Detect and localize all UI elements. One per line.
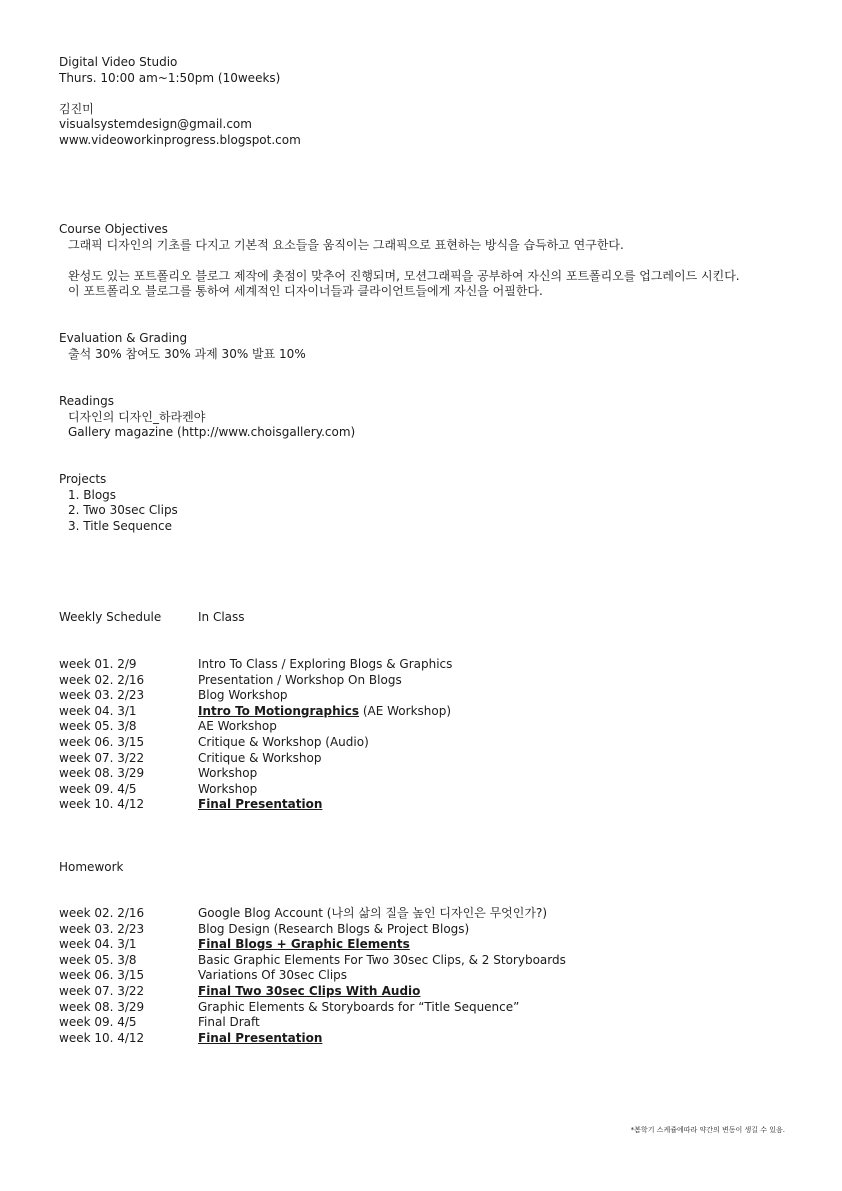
class-topic: Workshop — [198, 781, 258, 796]
homework-task: Basic Graphic Elements For Two 30sec Clips, & 2 Storyboards — [198, 952, 566, 967]
class-topic: Critique & Workshop (Audio) — [198, 734, 369, 749]
homework-task: Final Draft — [198, 1015, 260, 1030]
course-website: www.videoworkinprogress.blogspot.com — [59, 132, 301, 147]
week-label: week 03. 2/23 — [59, 921, 145, 936]
section-heading: Readings — [59, 394, 114, 408]
homework-task-highlight: Final Presentation — [198, 1030, 323, 1045]
class-topic-highlight: Intro To Motiongraphics — [198, 703, 360, 718]
week-label: week 06. 3/15 — [59, 968, 145, 983]
footnote: *봄학기 스케쥴에따라 약간의 변동이 생길 수 있음. — [630, 1126, 785, 1134]
projects-section — [59, 472, 178, 534]
readings-section — [59, 394, 355, 441]
spacer — [59, 86, 301, 102]
instructor-email: visualsystemdesign@gmail.com — [59, 117, 252, 132]
table-row — [59, 782, 759, 798]
table-row — [59, 1031, 759, 1047]
homework-task: Variations Of 30sec Clips — [198, 968, 348, 983]
week-label: week 07. 3/22 — [59, 750, 145, 765]
table-row — [59, 751, 759, 767]
course-objectives-section — [59, 222, 740, 300]
table-row — [59, 688, 759, 704]
class-topic: Blog Workshop — [198, 688, 288, 703]
week-label: week 09. 4/5 — [59, 1015, 137, 1030]
objective-line: 이 포트폴리오 블로그를 통하여 세계적인 디자이너들과 클라이언트들에게 자신을 어필한다. — [68, 284, 543, 299]
week-label: week 10. 4/12 — [59, 1030, 145, 1045]
week-label: week 08. 3/29 — [59, 766, 145, 781]
spacer — [59, 253, 740, 269]
homework-task: Google Blog Account (나의 삶의 질을 높인 디자인은 무엇인가?) — [198, 906, 548, 920]
homework-task-highlight: Final Blogs + Graphic Elements — [198, 937, 410, 952]
table-row — [59, 766, 759, 782]
week-label: week 07. 3/22 — [59, 983, 145, 998]
evaluation-section — [59, 331, 306, 362]
section-heading: Evaluation & Grading — [59, 331, 188, 345]
reading-item: Gallery magazine (http://www.choisgallery.com) — [68, 425, 356, 440]
homework-task: Graphic Elements & Storyboards for “Title Sequence” — [198, 999, 520, 1014]
week-label: week 04. 3/1 — [59, 703, 137, 718]
table-row — [59, 1015, 759, 1031]
section-heading: Projects — [59, 472, 107, 486]
week-label: week 06. 3/15 — [59, 734, 145, 749]
table-row — [59, 657, 759, 673]
class-topic: Workshop — [198, 766, 258, 781]
section-heading: Weekly Schedule — [59, 610, 162, 624]
weekly-schedule-header — [59, 610, 759, 626]
class-time: Thurs. 10:00 am~1:50pm (10weeks) — [59, 70, 281, 85]
grading-breakdown: 출석 30% 참여도 30% 과제 30% 발표 10% — [68, 346, 306, 361]
homework-table — [59, 906, 759, 1046]
week-label: week 09. 4/5 — [59, 781, 137, 796]
table-row — [59, 1000, 759, 1016]
table-row — [59, 937, 759, 953]
week-label: week 04. 3/1 — [59, 937, 137, 952]
table-row — [59, 704, 759, 720]
class-topic: Critique & Workshop — [198, 750, 322, 765]
table-row — [59, 719, 759, 735]
homework-task: Blog Design (Research Blogs & Project Blogs) — [198, 921, 470, 936]
section-heading: Homework — [59, 860, 124, 874]
week-label: week 03. 2/23 — [59, 688, 145, 703]
class-topic-note: (AE Workshop) — [359, 703, 452, 718]
column-label: In Class — [198, 610, 245, 624]
class-topic: Intro To Class / Exploring Blogs & Graphics — [198, 657, 453, 671]
project-item: 3. Title Sequence — [68, 518, 172, 533]
table-row — [59, 953, 759, 969]
table-row — [59, 984, 759, 1000]
project-item: 2. Two 30sec Clips — [68, 503, 178, 518]
table-row — [59, 922, 759, 938]
class-topic-highlight: Final Presentation — [198, 797, 323, 812]
table-row — [59, 797, 759, 813]
reading-item: 디자인의 디자인_하라켄야 — [68, 409, 206, 424]
homework-header — [59, 860, 759, 876]
objective-line: 그래픽 디자인의 기초를 다지고 기본적 요소들을 움직이는 그래픽으로 표현하는 방식을 습득하고 연구한다. — [68, 237, 624, 252]
instructor-name: 김진미 — [59, 101, 94, 116]
class-topic: Presentation / Workshop On Blogs — [198, 672, 402, 687]
course-title: Digital Video Studio — [59, 55, 178, 69]
week-label: week 05. 3/8 — [59, 719, 137, 734]
week-label: week 02. 2/16 — [59, 672, 145, 687]
week-label: week 08. 3/29 — [59, 999, 145, 1014]
week-label: week 02. 2/16 — [59, 906, 145, 920]
weekly-schedule-table — [59, 657, 759, 813]
class-topic: AE Workshop — [198, 719, 277, 734]
homework-task-highlight: Final Two 30sec Clips With Audio — [198, 983, 421, 998]
objective-line: 완성도 있는 포트폴리오 블로그 제작에 촛점이 맞추어 진행되며, 모션그래픽을 공부하여 자신의 포트폴리오를 업그레이드 시킨다. — [68, 268, 740, 283]
project-item: 1. Blogs — [68, 487, 117, 502]
table-row — [59, 735, 759, 751]
table-row — [59, 968, 759, 984]
week-label: week 05. 3/8 — [59, 952, 137, 967]
section-heading: Course Objectives — [59, 222, 168, 236]
course-header — [59, 55, 301, 149]
week-label: week 10. 4/12 — [59, 797, 145, 812]
table-row — [59, 673, 759, 689]
week-label: week 01. 2/9 — [59, 657, 137, 671]
table-row — [59, 906, 759, 922]
